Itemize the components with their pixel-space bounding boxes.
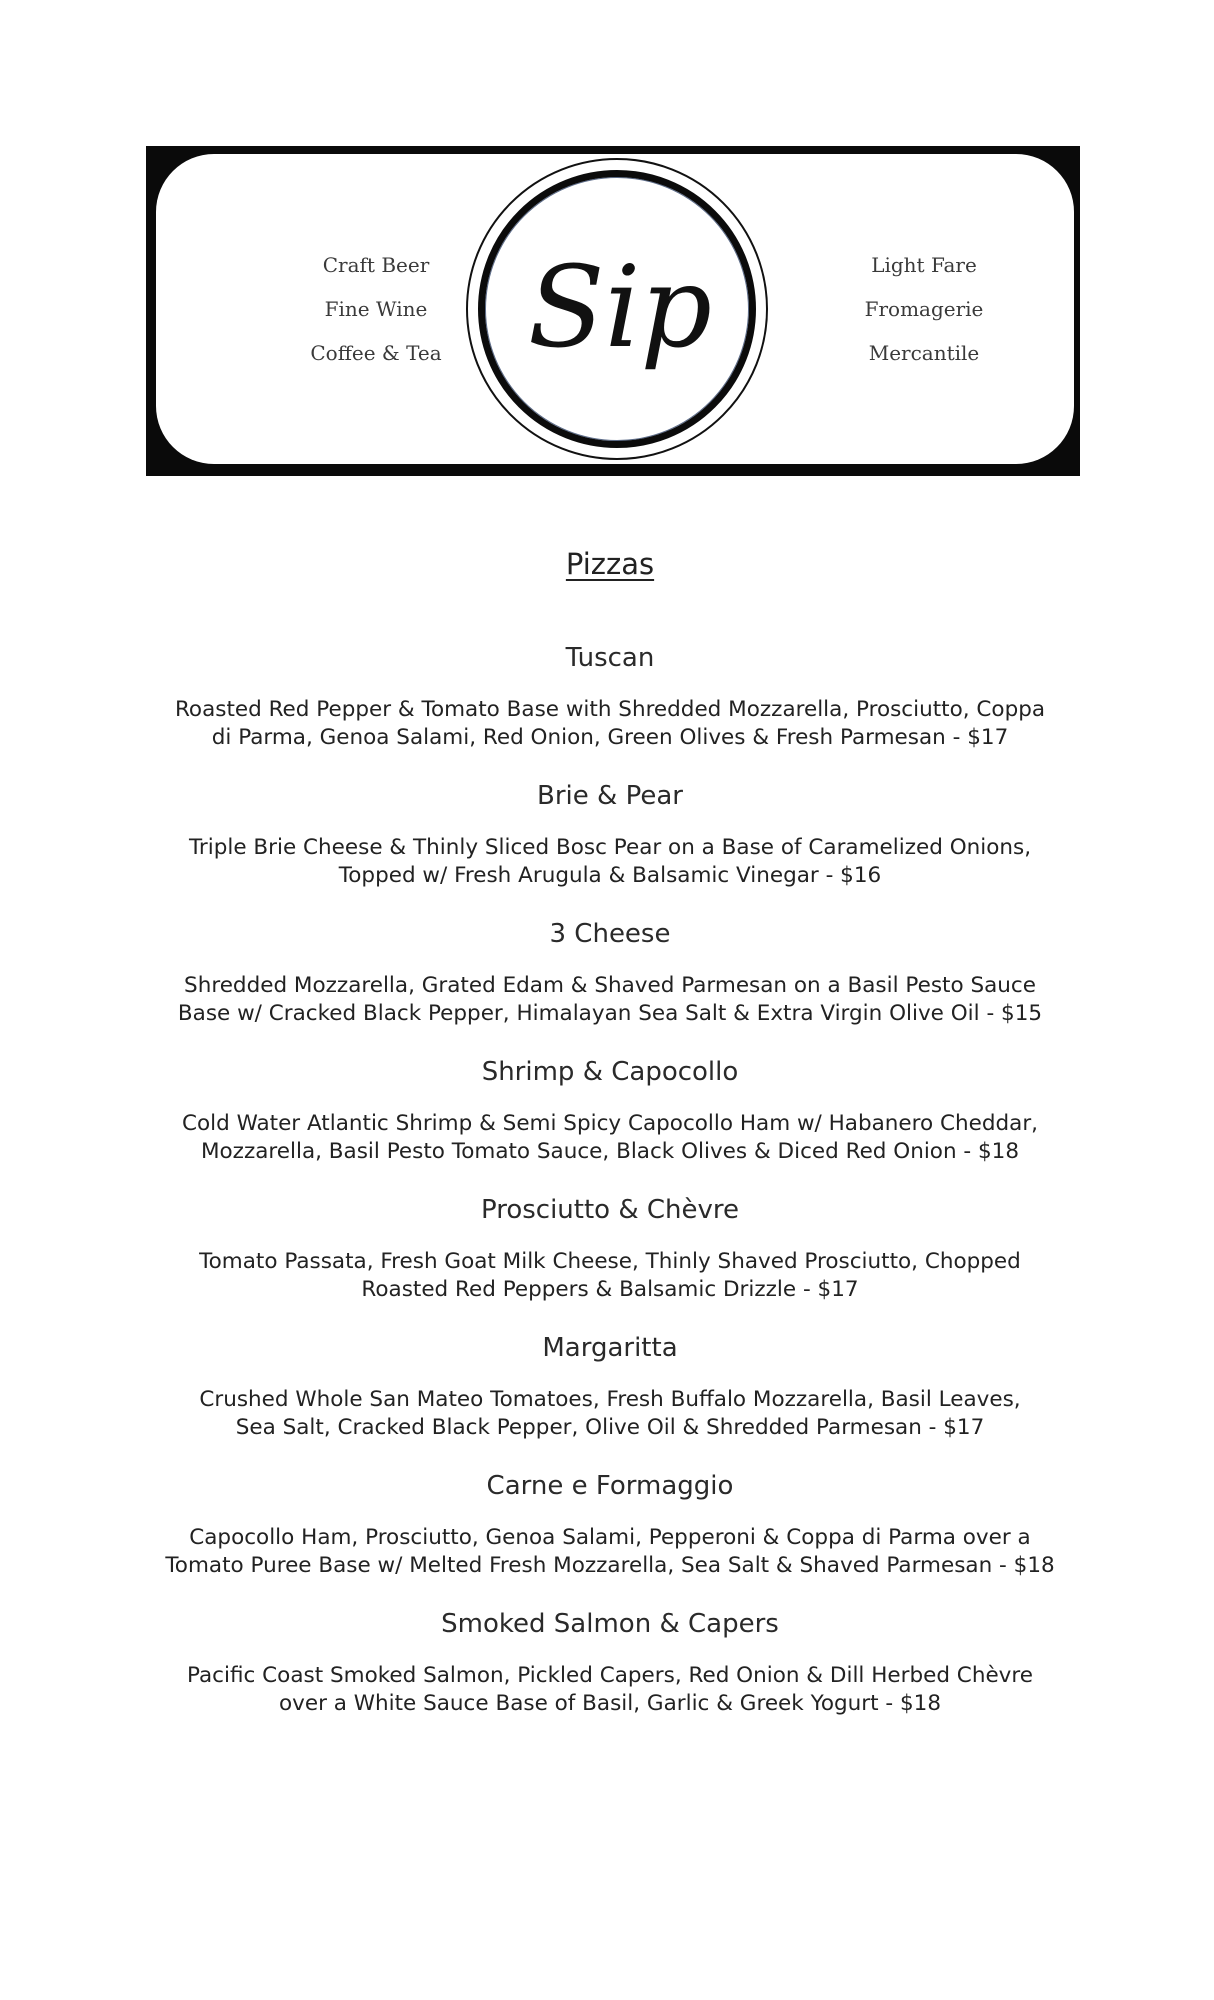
sip-logo-mark <box>468 160 770 462</box>
sip-logo-text: Sip <box>527 243 713 373</box>
menu-item-name: Brie & Pear <box>537 781 683 811</box>
menu-item-desc-line: Crushed Whole San Mateo Tomatoes, Fresh Buffalo Mozzarella, Basil Leaves, <box>199 1387 1021 1412</box>
menu-item-name: 3 Cheese <box>549 919 671 949</box>
banner-left-list <box>266 154 486 464</box>
menu-item-description <box>130 972 1090 1028</box>
menu-item-desc-line: Tomato Passata, Fresh Goat Milk Cheese, Thinly Shaved Prosciutto, Chopped <box>199 1249 1021 1274</box>
menu-item-carne-e-formaggio <box>130 1466 1090 1580</box>
menu-item-description <box>130 696 1090 752</box>
menu-item-smoked-salmon-capers <box>130 1604 1090 1718</box>
menu-item-prosciutto-chevre <box>130 1190 1090 1304</box>
menu-item-margaritta <box>130 1328 1090 1442</box>
banner-item-coffee-tea: Coffee & Tea <box>310 341 442 365</box>
menu-item-desc-line: Sea Salt, Cracked Black Pepper, Olive Oil & Shredded Parmesan - $17 <box>235 1415 985 1440</box>
menu-item-desc-line: Cold Water Atlantic Shrimp & Semi Spicy Capocollo Ham w/ Habanero Cheddar, <box>181 1111 1039 1136</box>
banner-item-fine-wine: Fine Wine <box>324 297 428 321</box>
banner-item-mercantile: Mercantile <box>868 341 980 365</box>
menu-item-name: Tuscan <box>565 643 655 673</box>
banner-item-light-fare: Light Fare <box>871 253 977 277</box>
banner-right-list <box>814 154 1034 464</box>
menu-item-desc-line: Roasted Red Peppers & Balsamic Drizzle - $17 <box>361 1277 859 1302</box>
menu-item-name: Carne e Formaggio <box>486 1471 734 1501</box>
menu-item-desc-line: Mozzarella, Basil Pesto Tomato Sauce, Black Olives & Diced Red Onion - $18 <box>200 1139 1020 1164</box>
logo-banner <box>146 146 1080 476</box>
menu-item-name: Smoked Salmon & Capers <box>441 1609 779 1639</box>
menu-item-desc-line: Capocollo Ham, Prosciutto, Genoa Salami, Pepperoni & Coppa di Parma over a <box>189 1525 1031 1550</box>
menu-item-brie-pear <box>130 776 1090 890</box>
section-title: Pizzas <box>565 547 655 581</box>
menu-item-description <box>130 1524 1090 1580</box>
menu-item-desc-line: Tomato Puree Base w/ Melted Fresh Mozzarella, Sea Salt & Shaved Parmesan - $18 <box>165 1553 1055 1578</box>
menu-item-desc-line: Pacific Coast Smoked Salmon, Pickled Capers, Red Onion & Dill Herbed Chèvre <box>187 1663 1033 1688</box>
menu-item-name: Shrimp & Capocollo <box>481 1057 739 1087</box>
menu-item-name: Prosciutto & Chèvre <box>480 1195 740 1225</box>
menu-item-desc-line: Topped w/ Fresh Arugula & Balsamic Vinegar - $16 <box>338 863 882 888</box>
menu-item-desc-line: di Parma, Genoa Salami, Red Onion, Green Olives & Fresh Parmesan - $17 <box>211 725 1009 750</box>
menu-item-3-cheese <box>130 914 1090 1028</box>
menu-item-name: Margaritta <box>542 1333 678 1363</box>
menu-item-desc-line: Roasted Red Pepper & Tomato Base with Shredded Mozzarella, Prosciutto, Coppa <box>174 697 1046 722</box>
menu-item-tuscan <box>130 638 1090 752</box>
pizza-menu <box>130 540 1090 1742</box>
menu-item-desc-line: Triple Brie Cheese & Thinly Sliced Bosc Pear on a Base of Caramelized Onions, <box>188 835 1032 860</box>
menu-item-description <box>130 1248 1090 1304</box>
sip-logo <box>466 158 768 460</box>
menu-item-description <box>130 1110 1090 1166</box>
menu-item-desc-line: Base w/ Cracked Black Pepper, Himalayan Sea Salt & Extra Virgin Olive Oil - $15 <box>177 1001 1043 1026</box>
menu-item-desc-line: over a White Sauce Base of Basil, Garlic & Greek Yogurt - $18 <box>278 1691 942 1716</box>
banner-item-fromagerie: Fromagerie <box>864 297 984 321</box>
menu-item-description <box>130 1386 1090 1442</box>
menu-item-desc-line: Shredded Mozzarella, Grated Edam & Shaved Parmesan on a Basil Pesto Sauce <box>184 973 1036 998</box>
banner-item-craft-beer: Craft Beer <box>322 253 430 277</box>
menu-item-description <box>130 834 1090 890</box>
menu-item-shrimp-capocollo <box>130 1052 1090 1166</box>
logo-banner-panel <box>156 154 1074 464</box>
menu-item-description <box>130 1662 1090 1718</box>
